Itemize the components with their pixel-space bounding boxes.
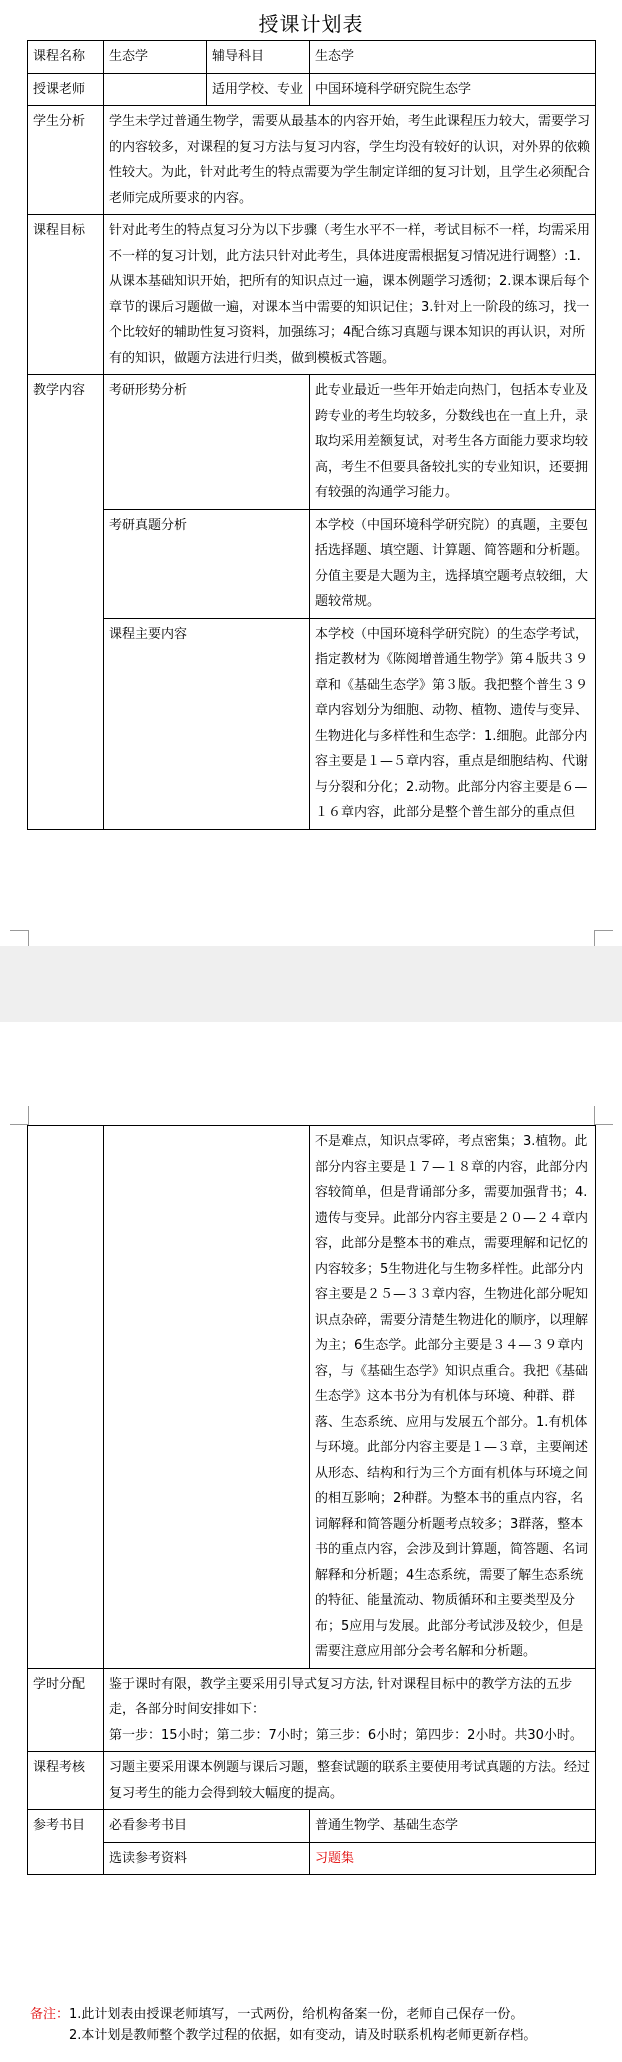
course-name-value: 生态学: [104, 41, 207, 74]
corner-mark: [594, 1106, 613, 1125]
exam-analysis-text: 本学校（中国环境科学研究院）的真题，主要包括选择题、填空题、计算题、简答题和分析题。分值主要是大题为主，选择填空题考点较细，大题较常规。: [310, 509, 596, 618]
table-row: [28, 1126, 596, 1669]
table-row: [28, 375, 596, 510]
time-allocation-text: [104, 1668, 596, 1752]
corner-mark: [10, 1106, 29, 1125]
required-books-label: 必看参考书目: [104, 1810, 310, 1843]
page-1: [0, 0, 622, 946]
table-row: [28, 73, 596, 106]
required-books-value: 普通生物学、基础生态学: [310, 1810, 596, 1843]
course-goal-label: 课程目标: [28, 215, 104, 375]
note-line-1: [30, 2004, 595, 2025]
student-analysis-text: 学生未学过普通生物学，需要从最基本的内容开始，考生此课程压力较大，需要学习的内容较多，对课程的复习方法与复习内容，学生均没有较好的认识，对外界的依赖性较大。为此，针对此考生的特点需要为学生制定详细的复习计划，且学生必须配合老师完成所要求的内容。: [104, 106, 596, 215]
optional-books-value: 习题集: [310, 1842, 596, 1875]
subject-value: 生态学: [310, 41, 596, 74]
teaching-content-label-cont: [28, 1126, 104, 1669]
student-analysis-label: 学生分析: [28, 106, 104, 215]
main-content-text-2: 不是难点，知识点零碎，考点密集；3.植物。此部分内容主要是１７—１８章的内容，此部分内容较简单，但是背诵部分多，需要加强背书；4.遗传与变异。此部分内容主要是２０—２４章内容，此部分是整本书的难点，需要理解和记忆的内容较多；5生物进化与生物多样性。此部分内容主要是２５—３３章内容，生物进化部分呢知识点杂碎，需要分清楚生物进化的顺序，以理解为主；6生态学。此部分主要是３４—３９章内容，与《基础生态学》知识点重合。我把《基础生态学》这本书分为有机体与环境、种群、群落、生态系统、应用与发展五个部分。1.有机体与环境。此部分内容主要是１—３章，主要阐述从形态、结构和行为三个方面有机体与环境之间的相互影响；2种群。为整本书的重点内容，名词解释和简答题分析题考点较多；3群落，整本书的重点内容，会涉及到计算题，简答题、名词解释和分析题；4生态系统，需要了解生态系统的特征、能量流动、物质循环和主要类型及分布；5应用与发展。此部分考试涉及较少，但是需要注意应用部分会考名解和分析题。: [310, 1126, 596, 1669]
time-allocation-text-2: 第一步：15小时；第二步：7小时；第三步：6小时；第四步：2小时。共30小时。: [109, 1727, 583, 1743]
school-value: 中国环境科学研究院生态学: [310, 73, 596, 106]
main-content-text-1: 本学校（中国环境科学研究院）的生态学考试，指定教材为《陈阅增普通生物学》第４版共３９章和《基础生态学》第３版。我把整个普生３９章内容划分为细胞、动物、植物、遗传与变异、生物进化与多样性和生态学：1.细胞。此部分内容主要是１—５章内容，重点是细胞结构、代谢与分裂和分化；2.动物。此部分内容主要是６—１６章内容，此部分是整个普生部分的重点但: [310, 618, 596, 829]
course-name-label: 课程名称: [28, 41, 104, 74]
references-label: 参考书目: [28, 1810, 104, 1875]
table-row: [28, 41, 596, 74]
table-row: [28, 618, 596, 829]
note-text-2: 2.本计划是教师整个教学过程的依据，如有变动，请及时联系机构老师更新存档。: [69, 2028, 537, 2043]
teacher-label: 授课老师: [28, 73, 104, 106]
assessment-label: 课程考核: [28, 1752, 104, 1810]
table-row: [28, 106, 596, 215]
optional-books-label: 选读参考资料: [104, 1842, 310, 1875]
course-goal-text: 针对此考生的特点复习分为以下步骤（考生水平不一样，考试目标不一样，均需采用不一样的复习计划，此方法只针对此考生，具体进度需根据复习情况进行调整）:1.从课本基础知识开始，把所有的知识点过一遍，课本例题学习透彻；2.课本课后每个章节的课后习题做一遍，对课本当中需要的知识记住；3.针对上一阶段的练习，找一个比较好的辅助性复习资料，加强练习；4配合练习真题与课本知识的再认识，对所有的知识，做题方法进行归类，做到模板式答题。: [104, 215, 596, 375]
table-row: [28, 1752, 596, 1810]
trend-analysis-label: 考研形势分析: [104, 375, 310, 510]
table-row: [28, 1810, 596, 1843]
notes-label: 备注：: [30, 2007, 70, 2022]
trend-analysis-text: 此专业最近一些年开始走向热门，包括本专业及跨专业的考生均较多，分数线也在一直上升，录取均采用差额复试，对考生各方面能力要求均较高，考生不但要具备较扎实的专业知识，还要拥有较强的沟通学习能力。: [310, 375, 596, 510]
page-2-top-margin: [0, 1022, 622, 1106]
time-allocation-label: 学时分配: [28, 1668, 104, 1752]
main-content-label-cont: [104, 1126, 310, 1669]
plan-table: [27, 40, 596, 830]
page-title: 授课计划表: [258, 12, 364, 36]
exam-analysis-label: 考研真题分析: [104, 509, 310, 618]
page-2: [0, 1106, 622, 2062]
table-row: [28, 1842, 596, 1875]
notes: [30, 2004, 595, 2046]
plan-table-continued: [27, 1125, 596, 1875]
table-row: [28, 1668, 596, 1752]
main-content-label: 课程主要内容: [104, 618, 310, 829]
school-label: 适用学校、专业: [207, 73, 310, 106]
table-row: [28, 215, 596, 375]
note-text-1: 1.此计划表由授课老师填写，一式两份，给机构备案一份，老师自己保存一份。: [69, 2007, 524, 2022]
teaching-content-label: 教学内容: [28, 375, 104, 830]
table-row: [28, 509, 596, 618]
time-allocation-text-1: 鉴于课时有限，教学主要采用引导式复习方法, 针对课程目标中的教学方法的五步走，各部分时间安排如下：: [109, 1676, 573, 1717]
subject-label: 辅导科目: [207, 41, 310, 74]
teacher-value: [104, 73, 207, 106]
assessment-text: 习题主要采用课本例题与课后习题，整套试题的联系主要使用考试真题的方法。经过复习考生的能力会得到较大幅度的提高。: [104, 1752, 596, 1810]
